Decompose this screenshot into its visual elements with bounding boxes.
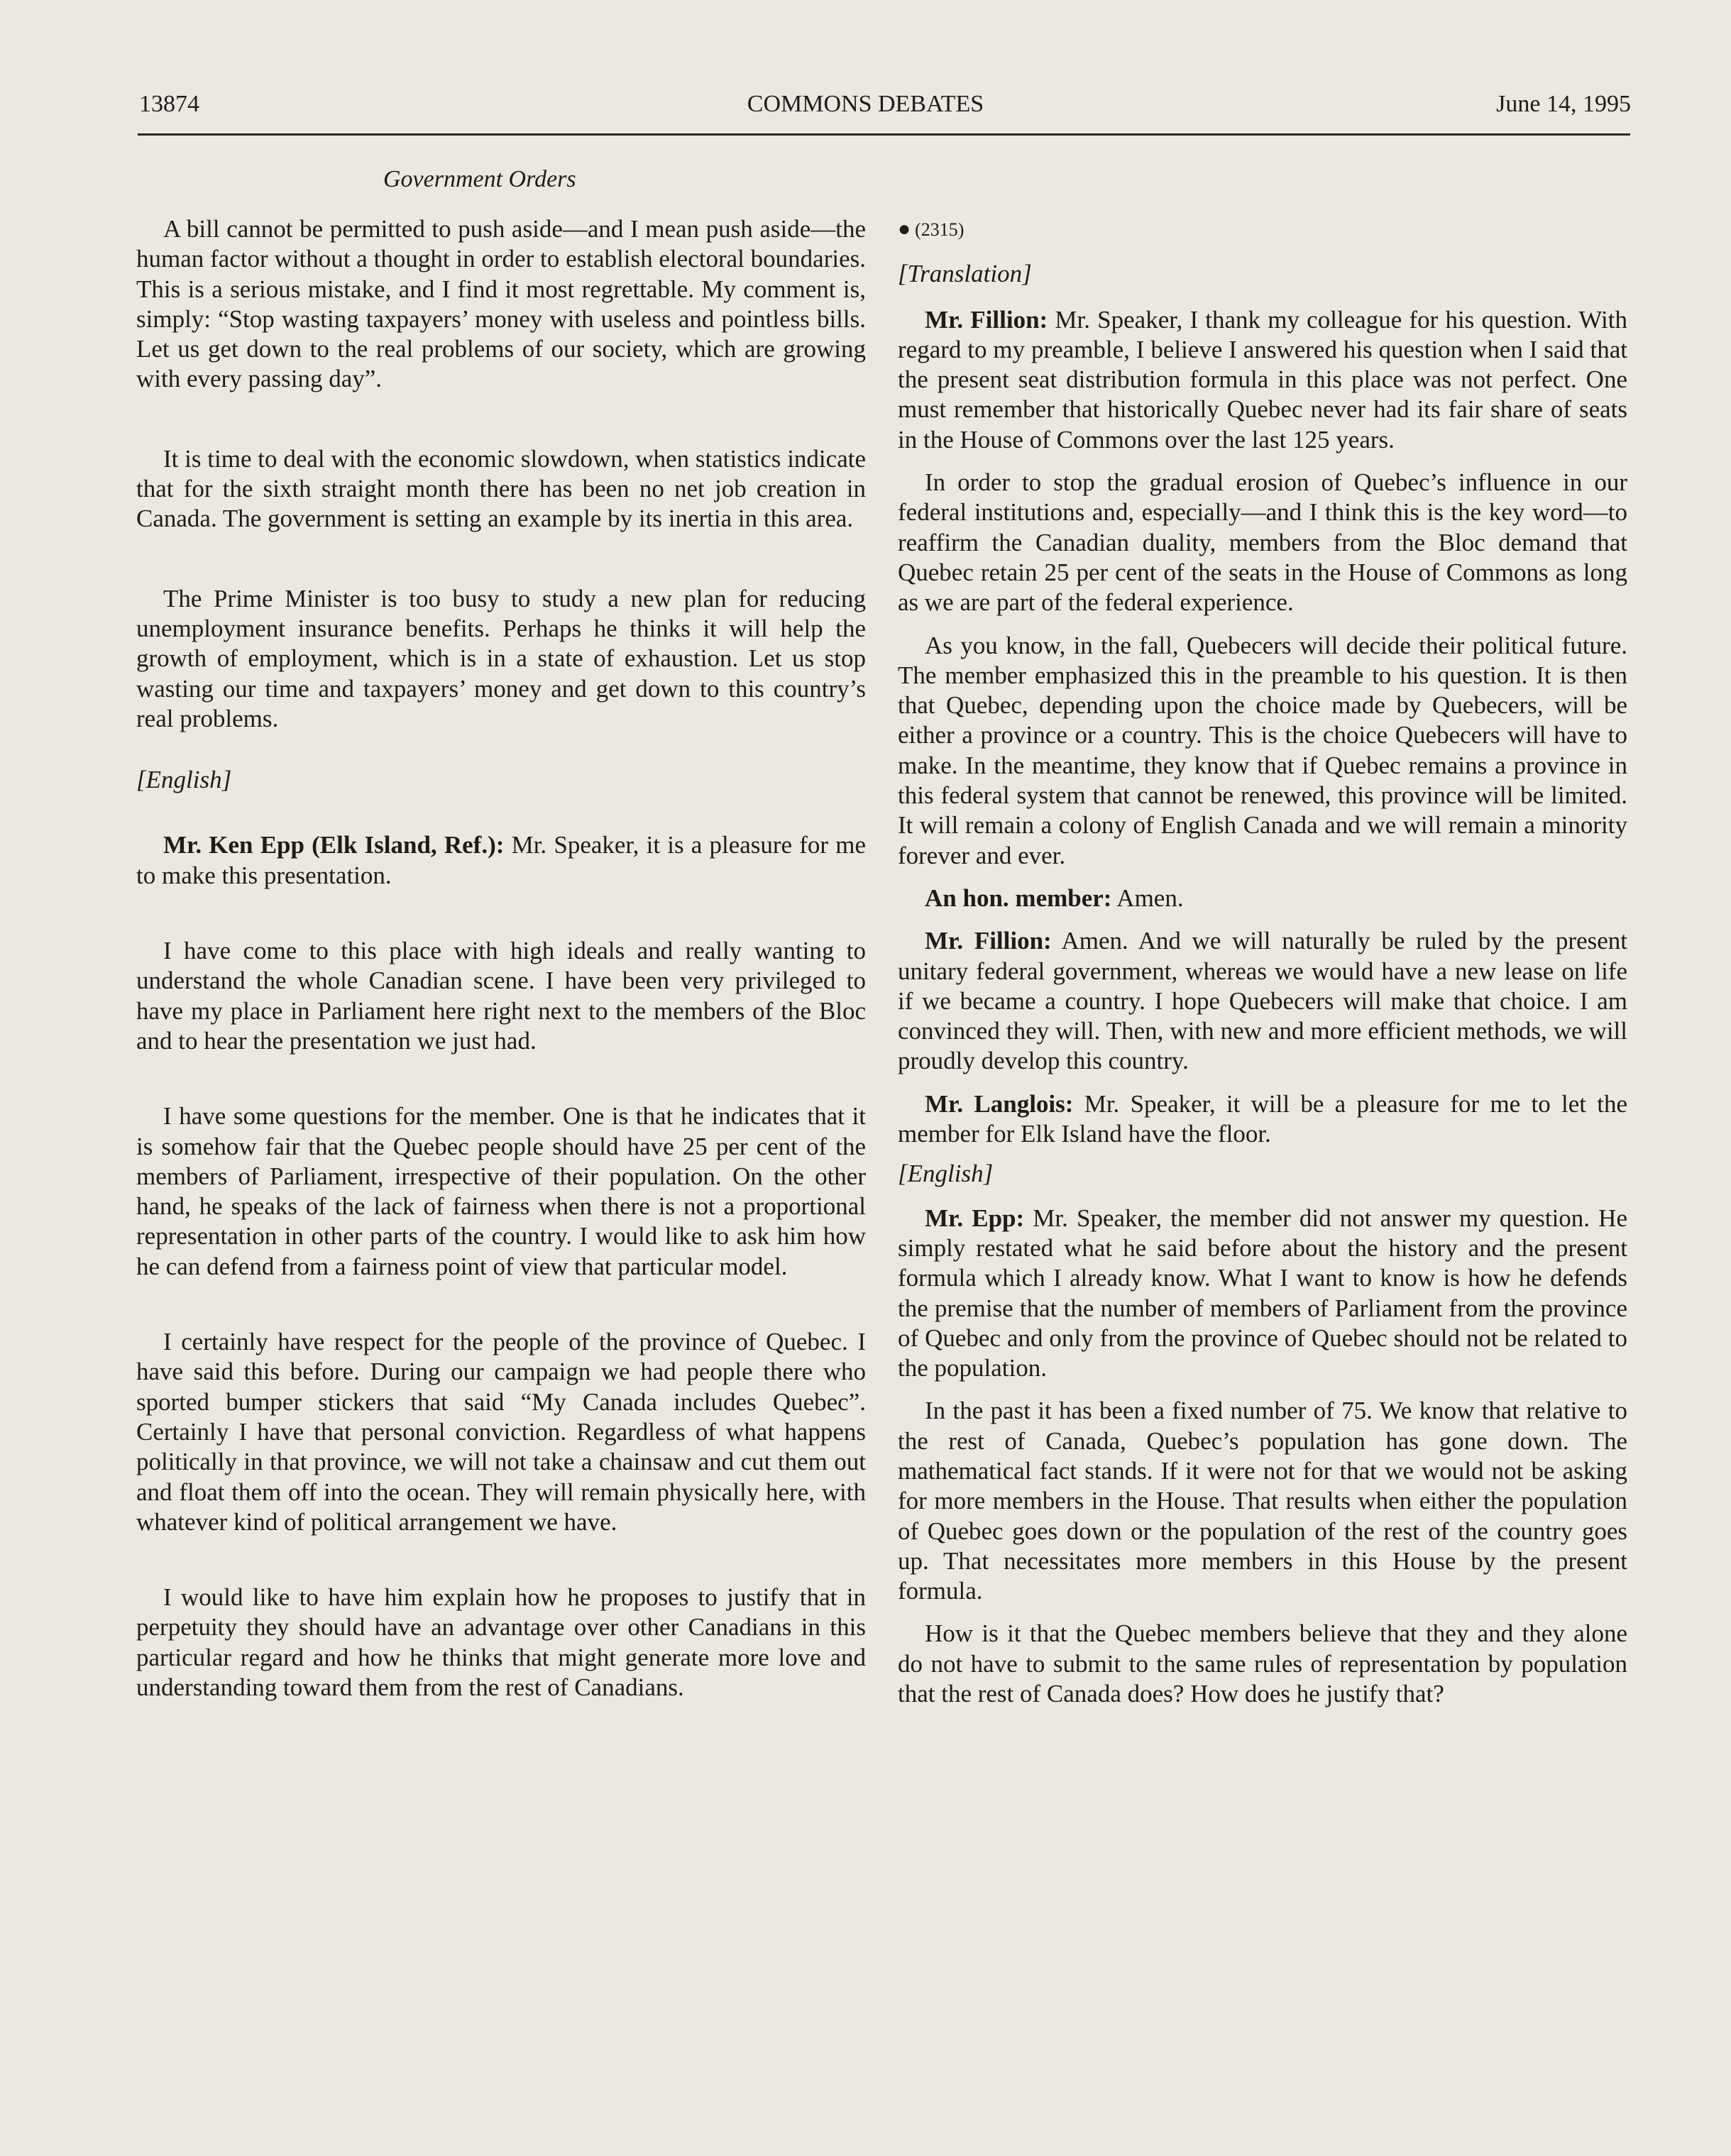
speech-text: Amen. (1111, 884, 1184, 912)
speaker-name: Mr. Fillion: (925, 927, 1052, 955)
paragraph: I would like to have him explain how he proposes to justify that in perpetuity they should have an advantage over other Canadians in this particular regard and how he thinks that might generate more love and understanding toward them from the rest of Canadians. (136, 1583, 866, 1701)
paragraph: I certainly have respect for the people of the province of Quebec. I have said this before. During our campaign we had people there who sported bumper stickers that said “My Canada includes Quebec”. Certainly I have that personal conviction. Regardless of what happens politically in that province, we will not take a chainsaw and cut them out and float them off into the ocean. They will remain physically here, with whatever kind of political arrangement we have. (136, 1328, 866, 1536)
paragraph: It is time to deal with the economic slowdown, when statistics indicate that for the sixth straight month there has been no net job creation in Canada. The government is setting an example by its inertia in this area. (136, 444, 866, 533)
paragraph: I have come to this place with high ideals and really wanting to understand the whole Canadian scene. I have been very privileged to have my place in Parliament here right next to the members of the Bloc and to hear the presentation we just had. (136, 937, 866, 1055)
paragraph: In the past it has been a fixed number of 75. We know that relative to the rest of Canada, Quebec’s population has gone down. The mathematical fact stands. If it were not for that we would not be asking for more members in the House. That results when either the population of Quebec goes down or the population of the rest of the country goes up. That necessitates more members in this House by the present formula. (898, 1397, 1627, 1605)
time-marker (898, 214, 1627, 245)
language-tag: [English] (898, 1160, 994, 1188)
bullet-icon: ● (898, 217, 911, 241)
section-label: Government Orders (383, 166, 576, 192)
speech-paragraph (898, 1204, 1627, 1384)
speech-paragraph (898, 926, 1627, 1076)
right-column (898, 214, 1627, 1709)
paragraph: In order to stop the gradual erosion of Quebec’s influence in our federal institutions and, especially—and I think this is the key word—to reaffirm the Canadian duality, members from the Bloc demand that Quebec retain 25 per cent of the seats in the House of Commons as long as we are part of the federal experience. (898, 468, 1627, 617)
speaker-name: Mr. Epp: (925, 1204, 1025, 1232)
header-rule (138, 133, 1630, 136)
speech-paragraph (898, 884, 1627, 913)
left-column (136, 214, 866, 1703)
language-tag: [English] (136, 766, 232, 794)
paragraph: A bill cannot be permitted to push aside—and I mean push aside—the human factor without a thought in order to establish electoral boundaries. This is a serious mistake, and I find it most regrettable. My comment is, simply: “Stop wasting taxpayers’ money with useless and pointless bills. Let us get down to the real problems of our society, which are growing with every passing day”. (136, 215, 866, 393)
speech-text: Amen. And we will naturally be ruled by the present unitary federal government, whereas we would have a new lease on life if we became a country. I hope Quebecers will make that choice. I am convinced they will. Then, with new and more efficient methods, we will proudly develop this country. (898, 927, 1627, 1075)
speech-paragraph (136, 830, 866, 891)
speech-paragraph (898, 305, 1627, 455)
speech-text: Mr. Speaker, the member did not answer my question. He simply restated what he said before about the history and the present formula which I already know. What I want to know is how he defends the premise that the number of members of Parliament from the province of Quebec and only from the province of Quebec should not be related to the population. (898, 1204, 1627, 1382)
paragraph: The Prime Minister is too busy to study a new plan for reducing unemployment insurance benefits. Perhaps he thinks it will help the growth of employment, which is in a state of exhaustion. Let us stop wasting our time and taxpayers’ money and get down to this country’s real problems. (136, 584, 866, 732)
page-number: 13874 (139, 91, 199, 117)
speaker-name: Mr. Ken Epp (Elk Island, Ref.): (163, 831, 505, 859)
speaker-name: Mr. Langlois: (925, 1089, 1074, 1118)
speech-text: Mr. Speaker, it will be a pleasure for me to let the member for Elk Island have the floor. (898, 1089, 1627, 1148)
time-stamp: (2315) (915, 219, 965, 240)
publication-title: COMMONS DEBATES (747, 91, 984, 117)
paragraph: I have some questions for the member. One is that he indicates that it is somehow fair that the Quebec people should have 25 per cent of the members of Parliament, irrespective of their population. On the other hand, he speaks of the lack of fairness when there is not a proportional representation in other parts of the country. I would like to ask him how he can defend from a fairness point of view that particular model. (136, 1102, 866, 1280)
paragraph: How is it that the Quebec members believe that they and they alone do not have to submit to the same rules of representation by population that the rest of Canada does? How does he justify that? (898, 1619, 1627, 1708)
speaker-name: Mr. Fillion: (925, 305, 1048, 334)
speech-text: Mr. Speaker, it is a pleasure for me to make this presentation. (136, 831, 867, 889)
speech-text: Mr. Speaker, I thank my colleague for his question. With regard to my preamble, I believe I answered his question when I said that the present seat distribution formula in this place was not perfect. One must remember that historically Quebec never had its fair share of seats in the House of Commons over the last 125 years. (898, 305, 1627, 453)
speech-paragraph (898, 1089, 1627, 1150)
language-tag: [Translation] (898, 260, 1032, 288)
page-date: June 14, 1995 (1496, 91, 1631, 117)
paragraph: As you know, in the fall, Quebecers will decide their political future. The member emphasized this in the preamble to his question. It is then that Quebec, depending upon the choice made by Quebecers, will be either a province or a country. This is the choice Quebecers will have to make. In the meantime, they know that if Quebec remains a province in this federal system that cannot be renewed, this province will be limited. It will remain a colony of English Canada and we will remain a minority forever and ever. (898, 631, 1627, 869)
speaker-name: An hon. member: (925, 884, 1112, 912)
